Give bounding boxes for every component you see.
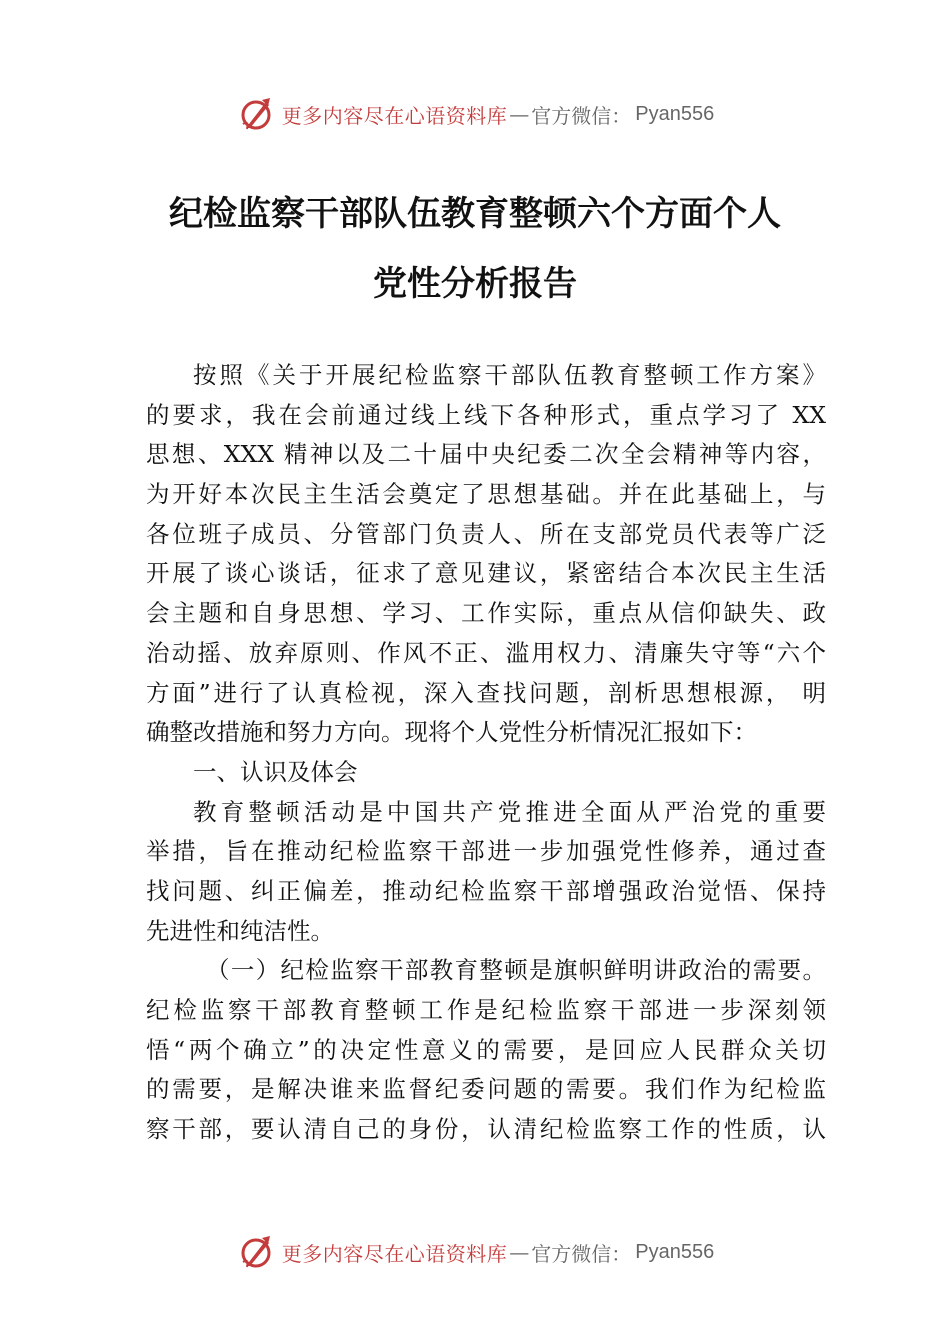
body-line: 为开好本次民主生活会奠定了思想基础。并在此基础上，与: [146, 480, 826, 509]
footer-banner: [0, 1230, 950, 1274]
banner-separator: —: [509, 102, 530, 126]
body-line: 找问题、纠正偏差，推动纪检监察干部增强政治觉悟、保持: [146, 876, 826, 905]
section-heading: 一、认识及体会: [193, 757, 358, 786]
banner-wechat-label: 官方微信：: [531, 103, 632, 128]
header-banner: [0, 92, 950, 136]
body-line: 悟“两个确立”的决定性意义的需要，是回应人民群众关切: [146, 1035, 826, 1064]
banner-wechat-id: Pyan556: [635, 1240, 715, 1263]
body-line: 的需要，是解决谁来监督纪委问题的需要。我们作为纪检监: [146, 1075, 826, 1104]
body-line: 治动摇、放弃原则、作风不正、滥用权力、清廉失守等“六个: [146, 638, 826, 667]
body-line: 纪检监察干部教育整顿工作是纪检监察干部进一步深刻领: [146, 996, 826, 1024]
subsection-heading: （一）纪检监察干部教育整顿是旗帜鲜明讲政治的需要。: [206, 956, 826, 985]
body-line: 方面”进行了认真检视，深入查找问题，剖析思想根源， 明: [146, 678, 826, 707]
body-line: 举措，旨在推动纪检监察干部进一步加强党性修养，通过查: [146, 837, 826, 866]
document-body: [146, 356, 826, 1150]
body-line: 会主题和自身思想、学习、工作实际，重点从信仰缺失、政: [146, 599, 826, 628]
body-line: 察干部，要认清自己的身份，认清纪检监察工作的性质，认: [146, 1115, 826, 1144]
feather-pen-logo-icon: [236, 94, 276, 134]
banner-separator: —: [509, 1240, 530, 1264]
body-line: 的要求，我在会前通过线上线下各种形式，重点学习了 XX: [146, 400, 826, 429]
document-title-line-1: 纪检监察干部队伍教育整顿六个方面个人: [169, 194, 781, 234]
body-line: 按照《关于开展纪检监察干部队伍教育整顿工作方案》: [193, 361, 826, 389]
document-title-line-2: 党性分析报告: [373, 264, 577, 304]
body-line: 思想、XXX 精神以及二十届中央纪委二次全会精神等内容，: [146, 440, 826, 469]
banner-text: 更多内容尽在心语资料库: [281, 1241, 508, 1266]
banner-wechat-id: Pyan556: [635, 102, 715, 125]
body-line: 各位班子成员、分管部门负责人、所在支部党员代表等广泛: [146, 519, 826, 548]
banner-wechat-label: 官方微信：: [531, 1241, 632, 1266]
body-line: 先进性和纯洁性。: [146, 916, 334, 945]
body-line: 开展了谈心谈话，征求了意见建议，紧密结合本次民主生活: [146, 559, 826, 588]
body-line: 确整改措施和努力方向。现将个人党性分析情况汇报如下：: [146, 718, 757, 747]
feather-pen-logo-icon: [236, 1232, 276, 1272]
banner-text: 更多内容尽在心语资料库: [281, 103, 508, 128]
body-line: 教育整顿活动是中国共产党推进全面从严治党的重要: [193, 797, 826, 826]
